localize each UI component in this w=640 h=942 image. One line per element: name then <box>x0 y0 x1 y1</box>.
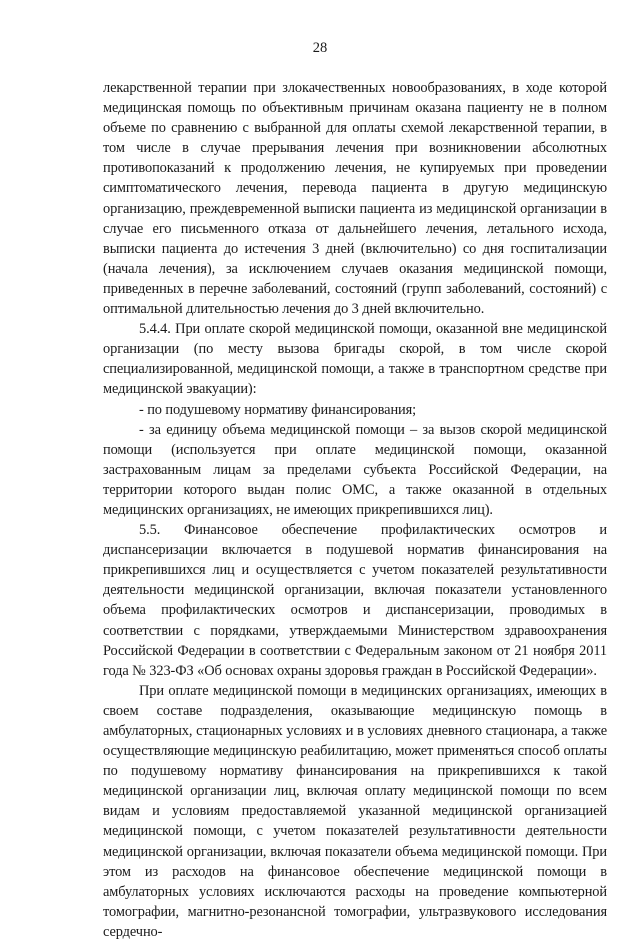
paragraph-5-5: 5.5. Финансовое обеспечение профилактических осмотров и диспансеризации включается в подушевой норматив финансирования на прикрепившихся лиц и осуществляется с учетом показателей результативности деятельности медицинской организации, включая показатели установленного объема профилактических осмотров и диспансеризации, проводимых в соответствии с порядками, утверждаемыми Министерством здравоохранения Российской Федерации в соответствии с Федеральным законом от 21 ноября 2011 года № 323-ФЗ «Об основах охраны здоровья граждан в Российской Федерации». <box>103 522 607 679</box>
page-number: 28 <box>312 40 328 56</box>
document-body <box>103 78 607 942</box>
list-item-per-capita: - по подушевому нормативу финансирования; <box>139 401 417 418</box>
list-item-per-unit: - за единицу объема медицинской помощи – за вызов скорой медицинской помощи (используется при оплате медицинской помощи, оказанной застрахованным лицам за пределами субъекта Российской Федерации, на территории которого выдан полис ОМС, а также оказанной в отдельных медицинских организациях, не имеющих прикрепившихся лиц). <box>103 421 607 518</box>
paragraph-5-4-4: 5.4.4. При оплате скорой медицинской помощи, оказанной вне медицинской организации (по месту вызова бригады скорой, в том числе скорой специализированной, медицинской помощи, а также в транспортном средстве при медицинской эвакуации): <box>103 321 607 398</box>
paragraph-payment-organizations: При оплате медицинской помощи в медицинских организациях, имеющих в своем составе подразделения, оказывающие медицинскую помощь в амбулаторных, стационарных условиях и в условиях дневного стационара, а также осуществляющие медицинскую реабилитацию, может применяться способ оплаты по подушевому нормативу финансирования на прикрепившихся к такой медицинской организации лиц, включая оплату медицинской помощи по всем видам и условиям предоставляемой указанной медицинской организацией медицинской помощи, с учетом показателей результативности деятельности медицинской организации, включая показатели объема медицинской помощи. При этом из расходов на финансовое обеспечение медицинской помощи в амбулаторных условиях исключаются расходы на проведение компьютерной томографии, магнитно-резонансной томографии, ультразвукового исследования сердечно- <box>103 682 607 940</box>
paragraph-continuation: лекарственной терапии при злокачественных новообразованиях, в ходе которой медицинская помощь по объективным причинам оказана пациенту не в полном объеме по сравнению с выбранной для оплаты схемой лекарственной терапии, в том числе в случае прерывания лечения при возникновении абсолютных противопоказаний к продолжению лечения, не купируемых при проведении симптоматического лечения, перевода пациента в другую медицинскую организацию, преждевременной выписки пациента из медицинской организации в случае его письменного отказа от дальнейшего лечения, летального исхода, выписки пациента до истечения 3 дней (включительно) со дня госпитализации (начала лечения), за исключением случаев оказания медицинской помощи, приведенных в перечне заболеваний, состояний (групп заболеваний, состояний) с оптимальной длительностью лечения до 3 дней включительно. <box>103 80 607 318</box>
